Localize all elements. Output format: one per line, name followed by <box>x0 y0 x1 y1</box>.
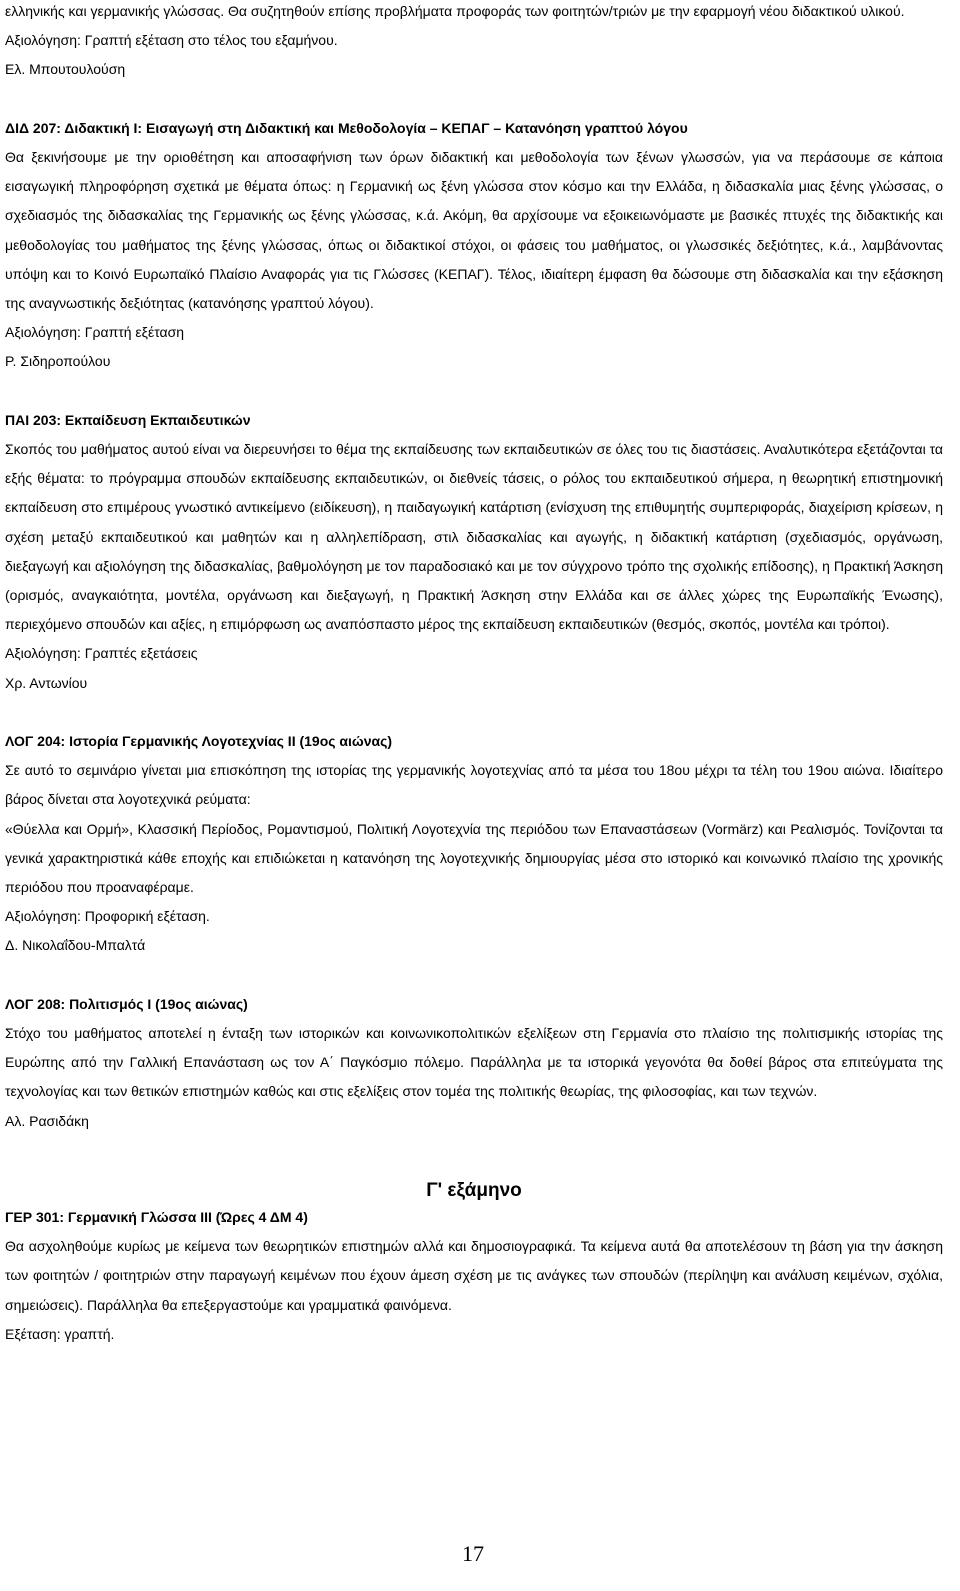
semester-heading: Γ' εξάμηνο <box>426 1180 522 1202</box>
course-title-log208: ΛΟΓ 208: Πολιτισμός Ι (19ος αιώνας) <box>5 995 248 1012</box>
intro-instructor: Ελ. Μπουτουλούση <box>5 61 126 78</box>
spacer <box>5 698 943 727</box>
course-title-log204: ΛΟΓ 204: Ιστορία Γερμανικής Λογοτεχνίας ΙΙ (19ος αιώνας) <box>5 733 393 750</box>
spacer <box>5 1136 943 1165</box>
course-assessment-ger301: Εξέταση: γραπτή. <box>5 1325 115 1342</box>
course-title-did207: ΔΙΔ 207: Διδακτική Ι: Εισαγωγή στη Διδακτική και Μεθοδολογία – ΚΕΠΑΓ – Κατανόηση γραπτού λόγου <box>5 119 688 136</box>
course-assessment-did207: Αξιολόγηση: Γραπτή εξέταση <box>5 324 185 341</box>
course-instructor-log204: Δ. Νικολαΐδου-Μπαλτά <box>5 937 146 954</box>
spacer <box>5 85 943 114</box>
course-description-log204-cont: «Θύελλα και Ορμή», Κλασσική Περίοδος, Ρομαντισμού, Πολιτική Λογοτεχνία της περιόδου των Επαναστάσεων (Vormärz) και Ρεαλισμός. Τονίζονται τα γενικά χαρακτηριστικά κάθε εποχής και επιδιώκεται η κατανόηση της λογοτεχνικής δημιουργίας μέσα στο ιστορικό και κοινωνικό πλαίσιο της χρονικής περιόδου που προαναφέραμε. <box>5 820 943 896</box>
course-description-did207: Θα ξεκινήσουμε με την οριοθέτηση και αποσαφήνιση των όρων διδακτική και μεθοδολογία των ξένων γλωσσών, για να περάσουμε σε κάποια εισαγωγική πληροφόρηση σχετικά με θέματα όπως: η Γερμανική ως ξένη γλώσσα στον κόσμο και την Ελλάδα, η διδασκαλία μιας ξένης γλώσσας, ο σχεδιασμός της διδασκαλίας της Γερμανικής ως ξένης γλώσσας, κ.ά. Ακόμη, θα αρχίσουμε να εξοικειωνόμαστε με βασικές πτυχές της διδακτικής και μεθοδολογίας του μαθήματος της ξένης γλώσσας, όπως οι διδακτικοί στόχοι, οι φάσεις του μαθήματος, οι γλωσσικές δεξιότητες, κ.ά., λαμβάνοντας υπόψη και το Κοινό Ευρωπαϊκό Πλαίσιο Αναφοράς για τις Γλώσσες (ΚΕΠΑΓ). Τέλος, ιδιαίτερη έμφαση θα δώσουμε στη διδασκαλία και την εξάσκηση της αναγνωστικής δεξιότητας (κατανόησης γραπτού λόγου). <box>5 149 943 312</box>
intro-paragraph: ελληνικής και γερμανικής γλώσσας. Θα συζητηθούν επίσης προβλήματα προφοράς των φοιτητών/τριών με την εφαρμογή νέου διδακτικού υλικού. <box>5 3 905 19</box>
page-number: 17 <box>462 1541 484 1566</box>
course-instructor-did207: Ρ. Σιδηροπούλου <box>5 353 111 370</box>
course-title-pai203: ΠΑΙ 203: Εκπαίδευση Εκπαιδευτικών <box>5 411 251 428</box>
spacer <box>5 377 943 406</box>
course-instructor-log208: Αλ. Ρασιδάκη <box>5 1112 89 1129</box>
course-description-log204: Σε αυτό το σεμινάριο γίνεται μια επισκόπηση της ιστορίας της γερμανικής λογοτεχνίας από τα μέσα του 18ου μέχρι τα τέλη του 19ου αιώνα. Ιδιαίτερο βάρος δίνεται στα λογοτεχνικά ρεύματα: <box>5 762 943 808</box>
document-body <box>5 0 943 1349</box>
course-assessment-log204: Αξιολόγηση: Προφορική εξέταση. <box>5 908 210 925</box>
intro-assessment: Αξιολόγηση: Γραπτή εξέταση στο τέλος του εξαμήνου. <box>5 32 338 49</box>
course-instructor-pai203: Χρ. Αντωνίου <box>5 674 88 691</box>
spacer <box>5 961 943 990</box>
course-description-log208: Στόχο του μαθήματος αποτελεί η ένταξη των ιστορικών και κοινωνικοπολιτικών εξελίξεων στη Γερμανία στο πλαίσιο της πολιτισμικής ιστορίας της Ευρώπης από την Γαλλική Επανάσταση ως τον Α΄ Παγκόσμιο πόλεμο. Παράλληλα με τα ιστορικά γεγονότα θα δοθεί βάρος στα επιτεύγματα της τεχνολογίας και των θετικών επιστημών καθώς και στις εξελίξεις στον τομέα της πολιτικής θεωρίας, της φιλοσοφίας, και των τεχνών. <box>5 1025 943 1100</box>
course-title-ger301: ΓΕΡ 301: Γερμανική Γλώσσα ΙΙΙ (Ώρες 4 ΔΜ 4) <box>5 1209 308 1226</box>
course-description-ger301: Θα ασχοληθούμε κυρίως με κείμενα των θεωρητικών επιστημών αλλά και δημοσιογραφικά. Τα κείμενα αυτά θα αποτελέσουν τη βάση για την άσκηση των φοιτητών / φοιτητριών στην παραγωγή κειμένων που έχουν άμεση σχέση με τις ανάγκες των σπουδών (περίληψη και ανάλυση κειμένων, σχόλια, σημειώσεις). Παράλληλα θα επεξεργαστούμε και γραμματικά φαινόμενα. <box>5 1238 943 1313</box>
course-description-pai203: Σκοπός του μαθήματος αυτού είναι να διερευνήσει το θέμα της εκπαίδευσης των εκπαιδευτικών σε όλες του τις διαστάσεις. Αναλυτικότερα εξετάζονται τα εξής θέματα: το πρόγραμμα σπουδών εκπαίδευσης εκπαιδευτικών, οι διεθνείς τάσεις, ο ρόλος του εκπαιδευτικού σήμερα, η θεωρητική επιστημονική εκπαίδευση στο επιμέρους γνωστικό αντικείμενο (ειδίκευση), η παιδαγωγική κατάρτιση (ενίσχυση της επιθυμητής συμπεριφοράς, διαχείριση κρίσεων, η σχέση μεταξύ εκπαιδευτικού και μαθητών και η αλληλεπίδραση, στιλ διδασκαλίας και αγωγής, η διδακτική κατάρτιση (σχεδιασμός, οργάνωση, διεξαγωγή και αξιολόγηση της διδασκαλίας, βαθμολόγηση με τον παραδοσιακό και με τον σύγχρονο τρόπο της σχολικής επίδοσης), η Πρακτική Άσκηση (ορισμός, αναγκαιότητα, μοντέλα, οργάνωση και διεξαγωγή, η Πρακτική Άσκηση στην Ελλάδα και σε άλλες χώρες της Ευρωπαϊκής Ένωσης), περιεχόμενο σπουδών και αξίες, η επιμόρφωση ως αναπόσπαστο μέρος της εκπαίδευση εκπαιδευτικών (θεσμός, σκοπός, μοντέλα και τρόποι). <box>5 441 943 633</box>
course-assessment-pai203: Αξιολόγηση: Γραπτές εξετάσεις <box>5 645 198 662</box>
